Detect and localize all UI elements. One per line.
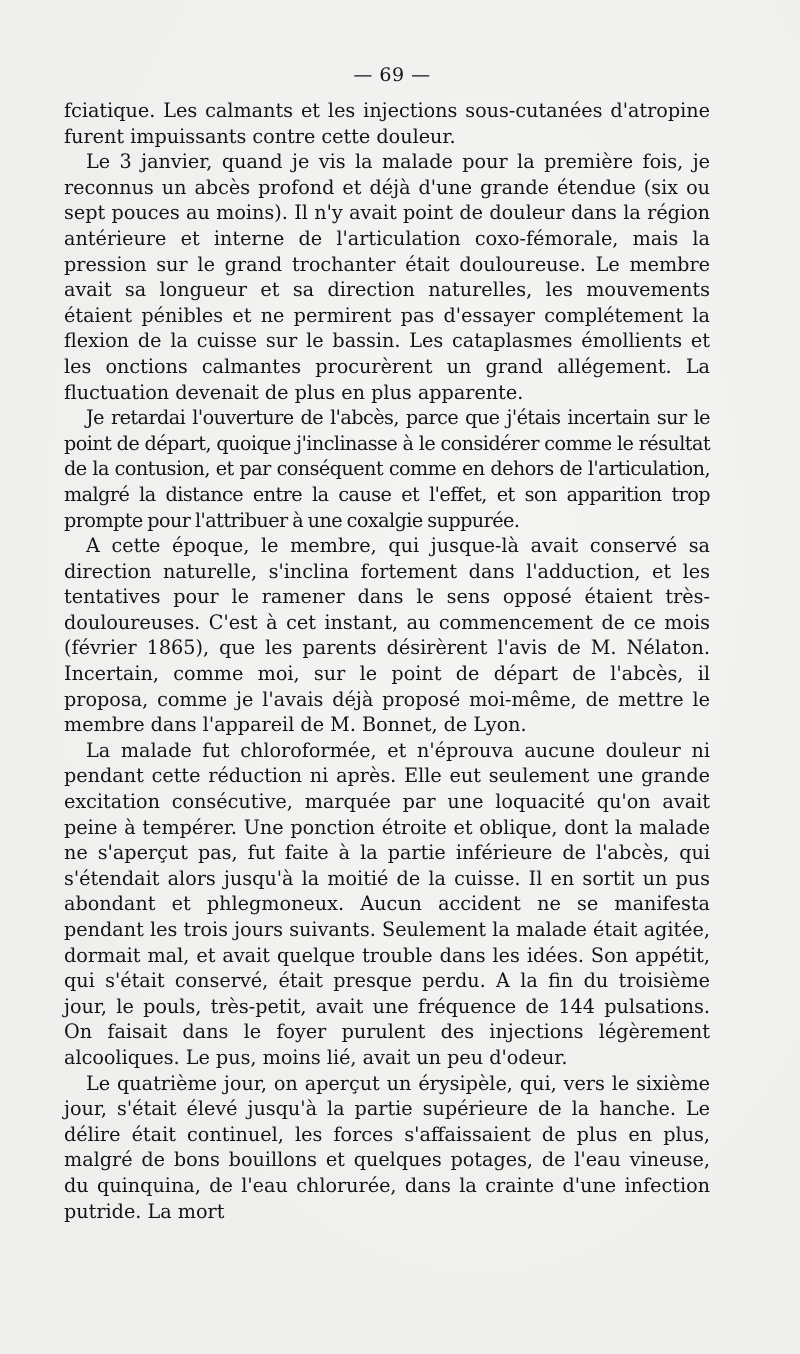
paragraph-chloroformee: La malade fut chloroformée, et n'éprouva aucune douleur ni pendant cette réduction ni après. Elle eut seulement une grande excitation consécutive, marquée par une loquacité qu'on avait peine à tempérer. Une ponction étroite et oblique, dont la malade ne s'aperçut pas, fut faite à la partie inférieure de l'abcès, qui s'étendait alors jusqu'à la moitié de la cuisse. Il en sortit un pus abondant et phlegmoneux. Aucun accident ne se manifesta pendant les trois jours suivants. Seulement la malade était agitée, dormait mal, et avait quelque trouble dans les idées. Son appétit, qui s'était conservé, était presque perdu. A la fin du troisième jour, le pouls, très-petit, avait une fréquence de 144 pulsations. On faisait dans le foyer purulent des injections légèrement alcooliques. Le pus, moins lié, avait un peu d'odeur. <box>64 738 710 1069</box>
paragraph-quatrieme-jour: Le quatrième jour, on aperçut un érysipèle, qui, vers le sixième jour, s'était élevé jusqu'à la partie supérieure de la hanche. Le délire était continuel, les forces s'affaissaient de plus en plus, malgré de bons bouillons et quelques potages, de l'eau vineuse, du quinquina, de l'eau chlorurée, dans la crainte d'une infection putride. La mort <box>64 1071 710 1223</box>
paragraph-ouverture-abces: Je retardai l'ouverture de l'abcès, parce que j'étais incertain sur le point de départ, quoique j'inclinasse à le considérer comme le résultat de la contusion, et par conséquent comme en dehors de l'articulation, malgré la distance entre la cause et l'effet, et son apparition trop prompte pour l'attribuer à une coxalgie suppurée. <box>64 406 710 532</box>
paragraph-cette-epoque: A cette époque, le membre, qui jusque-là avait conservé sa direction naturelle, s'inclina fortement dans l'adduction, et les tentatives pour le ramener dans le sens opposé étaient très-douloureuses. C'est à cet instant, au commencement de ce mois (février 1865), que les parents désirèrent l'avis de M. Nélaton. Incertain, comme moi, sur le point de départ de l'abcès, il proposa, comme je l'avais déjà proposé moi-même, de mettre le membre dans l'appareil de M. Bonnet, de Lyon. <box>64 534 710 737</box>
page-body-text <box>64 98 710 1224</box>
paragraph-sciatique: fciatique. Les calmants et les injections sous-cutanées d'atropine furent impuissants contre cette douleur. <box>64 99 710 148</box>
paragraph-3-janvier: Le 3 janvier, quand je vis la malade pour la première fois, je reconnus un abcès profond et déjà d'une grande étendue (six ou sept pouces au moins). Il n'y avait point de douleur dans la région antérieure et interne de l'articulation coxo-fémorale, mais la pression sur le grand trochanter était douloureuse. Le membre avait sa longueur et sa direction naturelles, les mouvements étaient pénibles et ne permirent pas d'essayer complétement la flexion de la cuisse sur le bassin. Les cataplasmes émollients et les onctions calmantes procurèrent un grand allégement. La fluctuation devenait de plus en plus apparente. <box>64 150 710 404</box>
page-number: — 69 — <box>353 64 431 86</box>
